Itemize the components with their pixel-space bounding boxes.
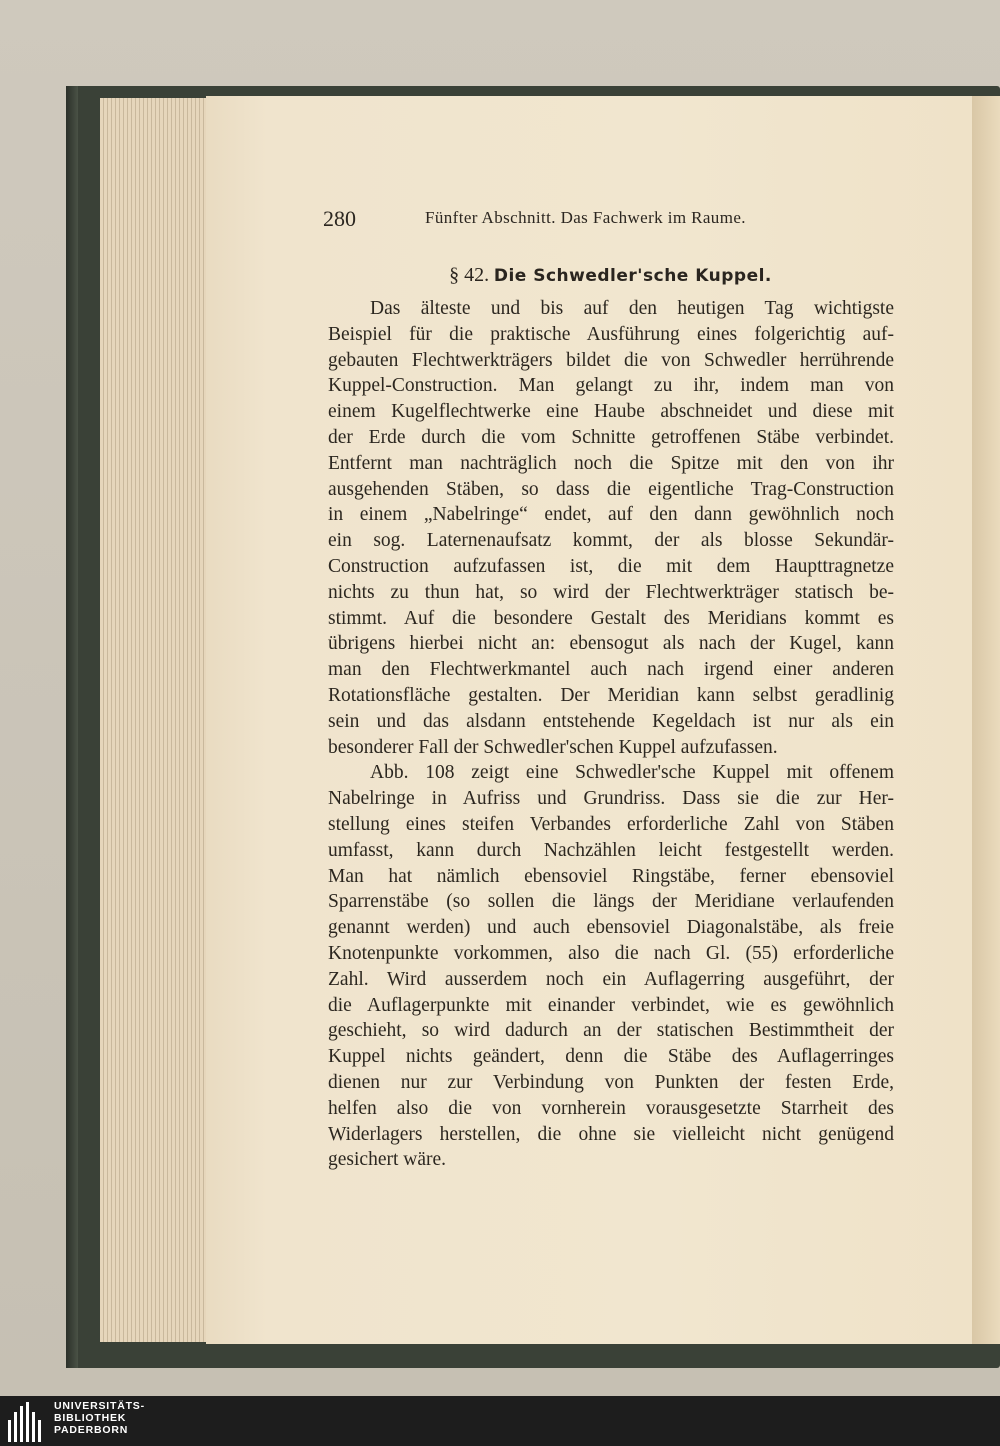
text-line: stimmt. Auf die besondere Gestalt des Meridians kommt es [328,607,894,629]
text-line: genannt werden) und auch ebensoviel Diagonalstäbe, als freie [328,917,894,939]
text-line: sein und das alsdann entstehende Kegeldach ist nur als ein [328,710,894,732]
text-line: nichts zu thun hat, so wird der Flechtwerkträger statisch be- [328,581,894,603]
section-number: § 42. [449,264,490,286]
text-line: geschieht, so wird dadurch an der statischen Bestimmtheit der [328,1020,894,1042]
text-line: gesichert wäre. [328,1149,447,1171]
book-spine-edge [66,86,78,1368]
running-head: Fünfter Abschnitt. Das Fachwerk im Raume. [425,208,746,227]
text-line: gebauten Flechtwerkträgers bildet die von Schwedler herrührende [328,349,894,371]
text-line: Sparrenstäbe (so sollen die längs der Meridiane verlaufenden [328,891,894,913]
text-line: Beispiel für die praktische Ausführung eines folgerichtig auf- [328,323,894,345]
text-line: Abb. 108 zeigt eine Schwedler'sche Kuppel mit offenem [370,762,894,784]
section-heading [328,264,893,287]
text-line: Kuppel-Construction. Man gelangt zu ihr, indem man von [328,375,894,397]
library-footer [0,1396,1000,1446]
text-line: der Erde durch die vom Schnitte getroffenen Stäbe verbindet. [328,426,894,448]
library-logo-icon [8,1402,44,1442]
text-line: Das älteste und bis auf den heutigen Tag wichtigste [370,298,894,319]
library-name [54,1400,145,1436]
library-name-line: UNIVERSITÄTS- [54,1400,145,1412]
text-line: Construction aufzufassen ist, die mit dem Haupttragnetze [328,555,894,577]
text-line: Knotenpunkte vorkommen, also die nach Gl. (55) erforderliche [328,942,894,964]
library-name-line: PADERBORN [54,1424,129,1436]
text-line: besonderer Fall der Schwedler'schen Kuppel aufzufassen. [328,736,778,758]
text-line: einem Kugelflechtwerke eine Haube abschneidet und diese mit [328,401,894,423]
page-header [323,206,793,234]
text-line: helfen also die von vornherein vorausgesetzte Starrheit des [328,1097,894,1119]
section-title: Die Schwedler'sche Kuppel. [493,266,772,286]
page-stack-edges [100,98,210,1342]
body-text [328,296,894,1173]
text-line: Widerlagers herstellen, die ohne sie vielleicht nicht genügend [328,1123,894,1145]
text-line: Man hat nämlich ebensoviel Ringstäbe, ferner ebensoviel [328,865,894,887]
text-line: stellung eines steifen Verbandes erforderliche Zahl von Stäben [328,813,894,835]
text-line: übrigens hierbei nicht an: ebensogut als nach der Kugel, kann [328,633,894,655]
text-line: Rotationsfläche gestalten. Der Meridian kann selbst geradlinig [328,684,894,706]
text-line: Nabelringe in Aufriss und Grundriss. Dass sie die zur Her- [328,788,894,810]
facing-page-edge [972,96,1000,1344]
text-line: Entfernt man nachträglich noch die Spitze mit den von ihr [328,452,894,474]
text-line: ein sog. Laternenaufsatz kommt, der als blosse Sekundär- [328,530,894,552]
text-line: ausgehenden Stäben, so dass die eigentliche Trag-Construction [328,478,894,500]
text-line: Zahl. Wird ausserdem noch ein Auflagerring ausgeführt, der [328,968,894,990]
library-name-line: BIBLIOTHEK [54,1412,127,1424]
text-line: in einem „Nabelringe“ endet, auf den dann gewöhnlich noch [328,504,894,526]
page-number: 280 [323,206,356,231]
text-line: umfasst, kann durch Nachzählen leicht festgestellt werden. [328,839,894,861]
text-line: Kuppel nichts geändert, denn die Stäbe des Auflagerringes [328,1046,894,1068]
text-line: man den Flechtwerkmantel auch nach irgend einer anderen [328,659,894,681]
text-line: die Auflagerpunkte mit einander verbindet, wie es gewöhnlich [328,994,894,1016]
text-line: dienen nur zur Verbindung von Punkten der festen Erde, [328,1071,894,1093]
